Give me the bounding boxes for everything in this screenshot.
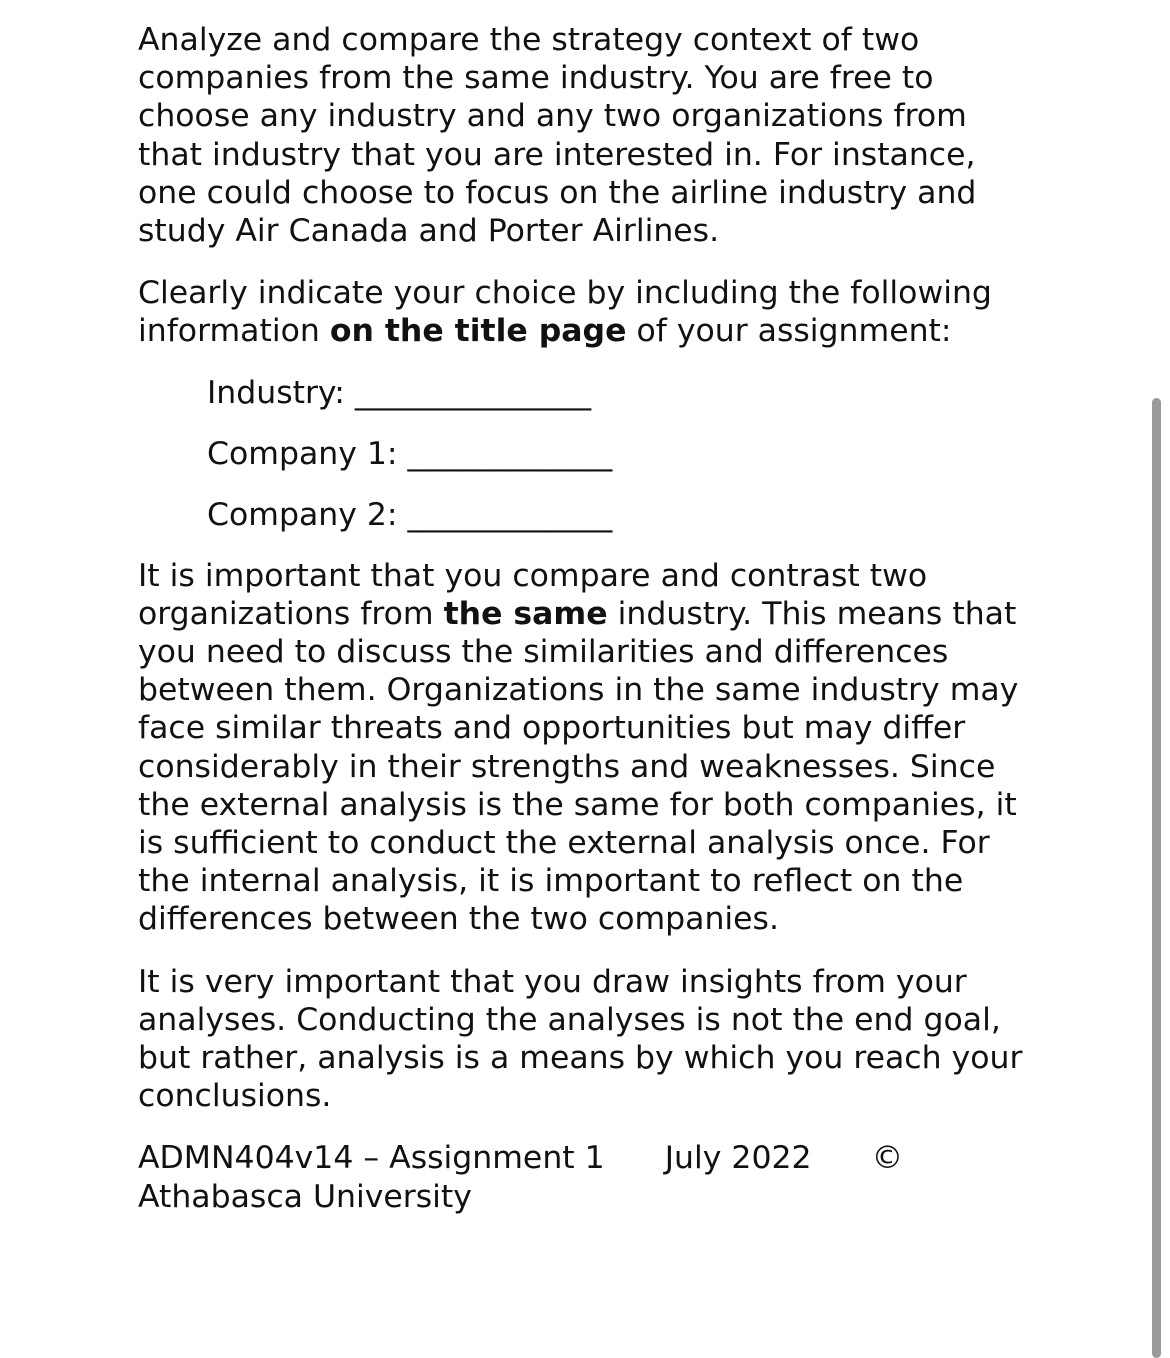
company2-blank: _____________ xyxy=(407,496,613,533)
title-page-fields xyxy=(138,374,1038,534)
footer-institution: Athabasca University xyxy=(138,1178,472,1215)
industry-field xyxy=(138,374,1038,412)
vertical-scrollbar[interactable] xyxy=(1152,398,1161,1358)
compare-contrast-paragraph xyxy=(138,557,1038,939)
document-body xyxy=(138,21,1038,1216)
compare-contrast-text-end: industry. This means that you need to discuss the similarities and differences between them. Organizations in the same industry may face similar threats and opportunities but may differ considerably in their strengths and weaknesses. Since the external analysis is the same for both companies, it is sufficient to conduct the external analysis once. For the internal analysis, it is important to reflect on the differences between the two companies. xyxy=(138,595,1019,938)
footer-line-1 xyxy=(138,1139,1038,1177)
company1-field xyxy=(138,435,1038,473)
same-industry-emphasis: the same xyxy=(443,595,608,632)
footer-date: July 2022 xyxy=(664,1140,812,1177)
industry-blank: _______________ xyxy=(354,374,592,411)
choice-instructions-text: Clearly indicate your choice by including the following information xyxy=(138,275,992,350)
compare-contrast-text: It is important that you compare and contrast two organizations from xyxy=(138,557,928,632)
industry-label: Industry: xyxy=(207,374,345,411)
company2-label: Company 2: xyxy=(207,496,398,533)
company1-label: Company 1: xyxy=(207,435,398,472)
document-footer xyxy=(138,1139,1038,1215)
choice-instructions-text-end: of your assignment: xyxy=(626,313,952,350)
company1-blank: _____________ xyxy=(407,435,613,472)
title-page-emphasis: on the title page xyxy=(329,313,627,350)
insights-paragraph: It is very important that you draw insights from your analyses. Conducting the analyses is not the end goal, but rather, analysis is a means by which you reach your conclusions. xyxy=(138,963,1023,1115)
footer-copyright: © xyxy=(871,1140,904,1177)
footer-course: ADMN404v14 – Assignment 1 xyxy=(138,1140,605,1177)
intro-paragraph: Analyze and compare the strategy context of two companies from the same industry. You are free to choose any industry and any two organizations from that industry that you are interested in. For instance, one could choose to focus on the airline industry and study Air Canada and Porter Airlines. xyxy=(138,22,977,250)
choice-instructions-paragraph xyxy=(138,274,1038,350)
company2-field xyxy=(138,496,1038,534)
